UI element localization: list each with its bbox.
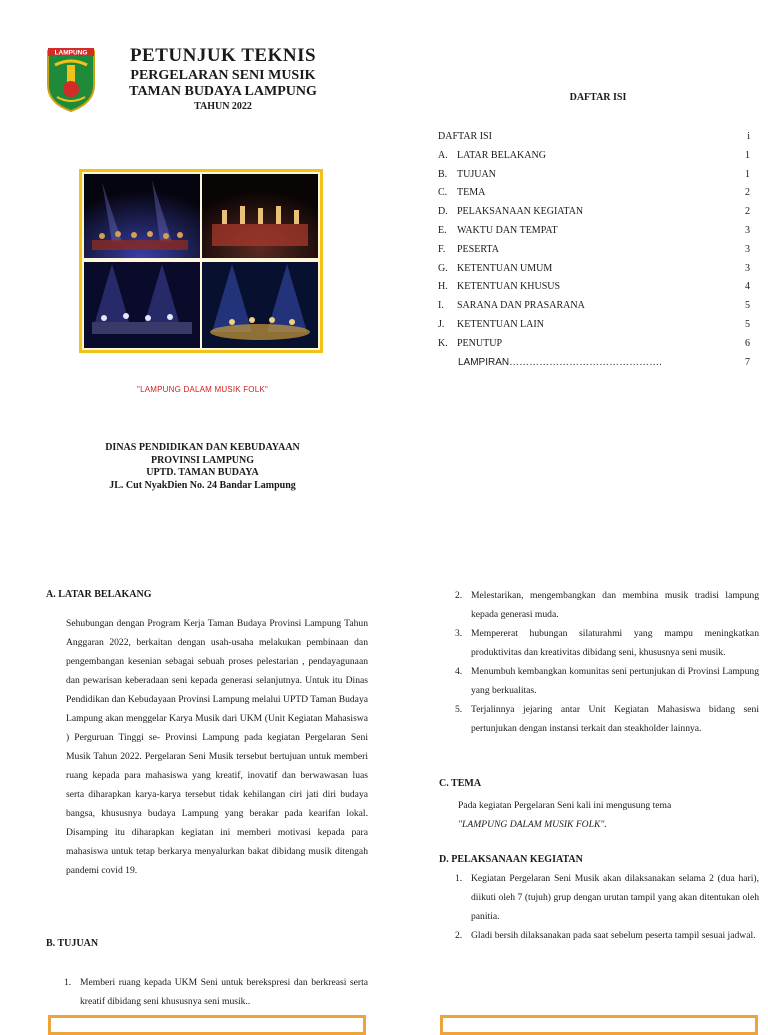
toc-row: A. LATAR BELAKANG 1 [438,149,750,161]
section-c-theme: "LAMPUNG DALAM MUSIK FOLK". [458,819,607,830]
list-item: 3. Mempererat hubungan silaturahmi yang mampu meningkatkan produktivitas dan kreativitas dibidang seni, khususnya seni musik. [455,628,759,658]
toc-row: J. KETENTUAN LAIN 5 [438,318,750,330]
toc-row: H. KETENTUAN KHUSUS 4 [438,281,750,293]
performance-photo-collage [79,169,323,353]
page-border-left [48,1015,366,1035]
toc-row: C. TEMA 2 [438,187,750,199]
toc-heading: DAFTAR ISI [569,92,627,103]
section-c-text: Pada kegiatan Pergelaran Seni kali ini mengusung tema "LAMPUNG DALAM MUSIK FOLK". [458,796,671,834]
list-item: 4. Menumbuh kembangkan komunitas seni pertunjukan di Provinsi Lampung yang berkualitas. [455,666,759,696]
document-title: PETUNJUK TEKNIS [129,45,317,66]
list-item: 1. Kegiatan Pergelaran Seni Musik akan dilaksanakan selama 2 (dua hari), diikuti oleh 7 (tujuh) grup dengan urutan tampil yang akan ditentukan oleh panitia. [455,873,759,922]
institution-block [60,442,345,492]
list-item: 2. Melestarikan, mengembangkan dan membina musik tradisi lampung kepada generasi muda. [455,590,759,620]
cover-title-block [108,46,338,112]
toc-row: E. WAKTU DAN TEMPAT 3 [438,224,750,236]
toc-row: G. KETENTUAN UMUM 3 [438,262,750,274]
section-a-paragraph: Sehubungan dengan Program Kerja Taman Budaya Provinsi Lampung Tahun Anggaran 2022, berkaitan dengan usah-usaha melakukan pembinaan dan pengembangan kesenian sebagai sebuah proses pelestarian , pendayagunaan dan pewarisan keberadaan seni kepada generasi selanjutnya. Untuk itu Dinas Pendidikan dan Kebudayaan Provinsi Lampung melalui UPTD Taman Budaya Lampung akan menggelar Karya Musik dari UKM (Unit Kegiatan Mahasiswa ) Perguruan Tinggi se- Provinsi Lampung pada kegiatan Pergelaran Seni Musik Tahun 2022. Pergelaran Seni Musik tersebut bertujuan untuk memberi ruang kepada para mahasiswa yang kreatif, inovatif dan berwawasan luas serta diharapkan karya-karya tersebut tidak kehilangan ciri jati diri budaya bangsa, khususnya budaya Lampung yang berakar pada kearifan lokal. Disamping itu diharapkan kegiatan ini memberi motivasi kepada para mahasiswa untuk tetap berkarya menyalurkan bakat dibidang musik ditengah pandemi covid 19. [66,618,368,876]
toc-row: DAFTAR ISI i [438,131,750,142]
toc-row-lampiran: LAMPIRAN………………………………………. 7 [458,356,750,368]
section-c-heading: C. TEMA [439,778,482,789]
cover-theme-caption: "LAMPUNG DALAM MUSIK FOLK" [137,385,268,394]
institution-address: JL. Cut NyakDien No. 24 Bandar Lampung [109,479,296,491]
document-subtitle-1: PERGELARAN SENI MUSIK [130,68,316,83]
toc-row: B. TUJUAN 1 [438,168,750,180]
list-item: 2. Gladi bersih dilaksanakan pada saat sebelum peserta tampil sesuai jadwal. [455,930,756,941]
document-year: TAHUN 2022 [194,101,252,112]
lampung-emblem-logo [45,45,97,113]
table-of-contents [438,128,750,372]
list-item: 1. Memberi ruang kepada UKM Seni untuk berekspresi dan berkreasi serta kreatif dibidang seni khususnya seni musik.. [64,977,368,1007]
page-border-right [440,1015,758,1035]
section-d-heading: D. PELAKSANAAN KEGIATAN [439,854,583,865]
toc-row: D. PELAKSANAAN KEGIATAN 2 [438,206,750,218]
section-b-heading: B. TUJUAN [46,938,99,949]
institution-line: DINAS PENDIDIKAN DAN KEBUDAYAAN [105,442,300,453]
section-b-list-right [455,586,759,738]
document-subtitle-2: TAMAN BUDAYA LAMPUNG [129,84,317,99]
section-a-heading: A. LATAR BELAKANG [46,589,152,600]
toc-row: K. PENUTUP 6 [438,337,750,349]
section-b-list-left [64,973,368,1011]
list-item: 5. Terjalinnya jejaring antar Unit Kegiatan Mahasiswa bidang seni pertunjukan dengan instansi terkait dan steakholder lainnya. [455,704,759,734]
institution-line: PROVINSI LAMPUNG [150,454,255,466]
svg-text:LAMPUNG: LAMPUNG [54,49,88,57]
section-d-list [455,869,759,945]
toc-row: F. PESERTA 3 [438,243,750,255]
institution-line: UPTD. TAMAN BUDAYA [146,467,259,478]
toc-row: I. SARANA DAN PRASARANA 5 [438,300,750,312]
